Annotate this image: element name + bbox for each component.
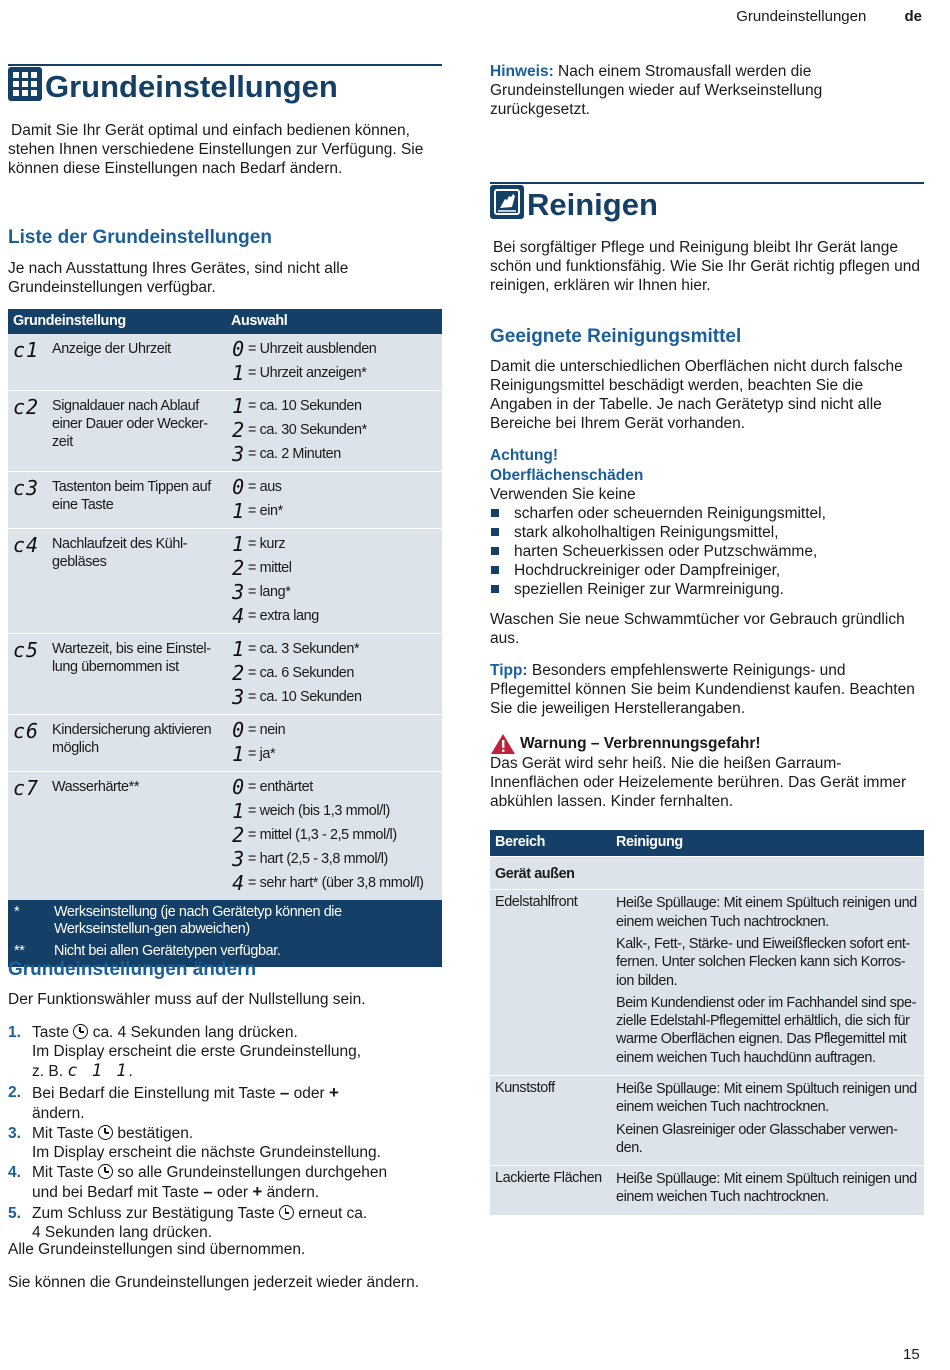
cleaning-table	[490, 830, 924, 1215]
warning-title-row	[490, 733, 761, 755]
change-steps	[8, 1023, 442, 1243]
step-text: oder	[216, 1184, 248, 1202]
setting-option	[230, 476, 438, 500]
settings-row	[8, 771, 442, 900]
option-label: = extra lang	[248, 607, 319, 624]
option-label: = ca. 30 Sekunden*	[248, 421, 367, 438]
option-digit: 4	[232, 604, 244, 629]
bullet-square-icon	[491, 509, 499, 517]
option-digit: 1	[232, 499, 244, 524]
minus-key-icon: –	[203, 1182, 213, 1202]
option-digit: 4	[232, 871, 244, 896]
setting-option	[230, 824, 438, 848]
option-digit: 3	[232, 847, 244, 872]
setting-code: c7	[8, 771, 48, 900]
settings-row	[8, 528, 442, 633]
change-intro: Der Funktionswähler muss auf der Nullstellung sein.	[8, 991, 366, 1008]
header-section: Grundeinstellungen	[736, 8, 867, 25]
setting-option	[230, 533, 438, 557]
option-label: = ja*	[248, 745, 276, 762]
option-digit: 3	[232, 442, 244, 467]
setting-option	[230, 743, 438, 767]
option-label: = nein	[248, 721, 286, 738]
cleaning-instructions	[610, 1075, 924, 1165]
agents-heading: Geeignete Reinigungsmittel	[490, 326, 742, 347]
col-setting: Grundeinstellung	[8, 309, 226, 334]
settings-table-header	[8, 309, 442, 334]
area-name: Kunststoff	[490, 1075, 610, 1165]
cleaning-intro: Bei sorgfältiger Pflege und Reinigung bleibt Ihr Gerät lange schön und funktionsfähig. Wie Sie Ihr Gerät richtig pflegen und reinigen, erklären wir Ihnen hier.	[490, 239, 920, 295]
setting-option	[230, 500, 438, 524]
step-text: .	[128, 1063, 133, 1081]
option-digit: 2	[232, 418, 244, 443]
footnote-mark: *	[8, 900, 48, 941]
section-label: Gerät außen	[490, 856, 924, 890]
step-text: bestätigen.	[117, 1125, 194, 1142]
step-number: 2.	[8, 1084, 21, 1102]
instruction-paragraph: Heiße Spüllauge: Mit einem Spültuch reinigen und einem weichen Tuch nachtrocknen.	[616, 895, 917, 930]
option-label: = kurz	[248, 535, 286, 552]
setting-name: Wasserhärte**	[48, 771, 226, 900]
setting-option	[230, 848, 438, 872]
step-text: oder	[293, 1085, 325, 1103]
settings-title-block	[8, 64, 442, 104]
settings-row	[8, 390, 442, 471]
page-header	[736, 8, 922, 26]
step-text: ca. 4 Sekunden lang drücken.	[92, 1024, 298, 1041]
closing-text: Sie können die Grundeinstellungen jederzeit wieder ändern.	[8, 1274, 420, 1291]
option-digit: 3	[232, 580, 244, 605]
cleaning-instructions	[610, 890, 924, 1076]
steps-result: Alle Grundeinstellungen sind übernommen.	[8, 1241, 306, 1258]
setting-name: Wartezeit, bis eine Einstel-lung übernommen ist	[48, 633, 226, 714]
step-text: Mit Taste	[32, 1125, 94, 1142]
step-number: 5.	[8, 1205, 21, 1223]
option-digit: 2	[232, 823, 244, 848]
caution-label: Achtung!	[490, 447, 559, 464]
display-code: c 1 1	[67, 1061, 129, 1082]
step-3	[8, 1124, 442, 1162]
setting-option	[230, 686, 438, 710]
option-digit: 1	[232, 394, 244, 419]
option-label: = ca. 2 Minuten	[248, 445, 341, 462]
setting-option	[230, 362, 438, 386]
setting-options	[226, 334, 442, 391]
setting-option	[230, 557, 438, 581]
setting-code: c4	[8, 528, 48, 633]
settings-row	[8, 714, 442, 771]
option-label: = ca. 3 Sekunden*	[248, 640, 360, 657]
caution-item-text: speziellen Reiniger zur Warmreinigung.	[514, 581, 784, 599]
table-section-row	[490, 856, 924, 890]
warning-title: Warnung – Verbrennungsgefahr!	[520, 735, 761, 753]
option-label: = mittel (1,3 - 2,5 mmol/l)	[248, 826, 397, 843]
area-name: Lackierte Flächen	[490, 1166, 610, 1215]
plus-key-icon: +	[328, 1083, 339, 1103]
setting-code: c5	[8, 633, 48, 714]
tip-block	[490, 661, 924, 718]
setting-option	[230, 638, 438, 662]
option-digit: 0	[232, 775, 244, 800]
option-digit: 3	[232, 685, 244, 710]
footnote-row	[8, 900, 442, 941]
setting-option	[230, 419, 438, 443]
power-failure-note	[490, 62, 924, 119]
setting-option	[230, 719, 438, 743]
step-text: z. B.	[32, 1063, 64, 1081]
setting-code: c2	[8, 390, 48, 471]
clock-key-icon	[98, 1164, 113, 1179]
setting-name: Nachlaufzeit des Kühl-gebläses	[48, 528, 226, 633]
tip-label: Tipp:	[490, 662, 528, 679]
note-label: Hinweis:	[490, 63, 554, 80]
setting-name: Kindersicherung aktivieren möglich	[48, 714, 226, 771]
option-label: = Uhrzeit ausblenden	[248, 340, 377, 357]
bullet-square-icon	[491, 585, 499, 593]
list-intro: Je nach Ausstattung Ihres Gerätes, sind nicht alle Grundeinstellungen verfügbar.	[8, 260, 349, 297]
footnote-text: Nicht bei allen Gerätetypen verfügbar.	[48, 941, 442, 967]
warning-text: Das Gerät wird sehr heiß. Nie die heißen Garraum-Innenflächen oder Heizelemente berühren. Das Gerät immer abkühlen lassen. Kinder fernhalten.	[490, 755, 907, 811]
setting-code: c6	[8, 714, 48, 771]
caution-title: Oberflächenschäden	[490, 467, 644, 484]
step-1	[8, 1023, 442, 1082]
option-digit: 1	[232, 532, 244, 557]
setting-code: c1	[8, 334, 48, 391]
setting-option	[230, 800, 438, 824]
setting-option	[230, 395, 438, 419]
option-label: = ca. 10 Sekunden	[248, 688, 362, 705]
clock-key-icon	[279, 1205, 294, 1220]
settings-title: Grundeinstellungen	[45, 69, 338, 104]
setting-options	[226, 771, 442, 900]
caution-intro: Verwenden Sie keine	[490, 486, 636, 503]
instruction-paragraph: Beim Kundendienst oder im Fachhandel sind spe-zielle Edelstahl-Pflegemittel erhältlich, die sich für warme Oberflächen eignen. Das Pflegemittel mit einem weichen Tuch hauchdünn auftragen.	[616, 994, 916, 1066]
header-lang: de	[904, 8, 922, 25]
settings-row	[8, 334, 442, 391]
option-label: = weich (bis 1,3 mmol/l)	[248, 802, 390, 819]
page-number: 15	[903, 1346, 920, 1363]
setting-option	[230, 443, 438, 467]
step-5	[8, 1204, 442, 1242]
instruction-paragraph: Heiße Spüllauge: Mit einem Spültuch reinigen und einem weichen Tuch nachtrocknen.	[616, 1171, 917, 1206]
tip-text: Besonders empfehlenswerte Reinigungs- und Pflegemittel können Sie beim Kundendienst kaufen. Beachten Sie die jeweiligen Herstellerangaben.	[490, 662, 915, 718]
change-heading: Grundeinstellungen ändern	[8, 959, 257, 980]
col-cleaning: Reinigung	[610, 830, 924, 856]
option-label: = enthärtet	[248, 778, 313, 795]
settings-table	[8, 309, 442, 967]
footnote-mark: **	[8, 941, 48, 967]
setting-option	[230, 605, 438, 629]
cleaning-title-block	[490, 182, 924, 222]
option-label: = aus	[248, 478, 282, 495]
note-text: Nach einem Stromausfall werden die Grundeinstellungen wieder auf Werkseinstellung zurückgesetzt.	[490, 63, 823, 119]
setting-code: c3	[8, 471, 48, 528]
cleaning-row	[490, 1075, 924, 1165]
cleaning-row	[490, 890, 924, 1076]
step-text: Im Display erscheint die nächste Grundeinstellung.	[32, 1144, 381, 1162]
option-digit: 2	[232, 556, 244, 581]
step-number: 3.	[8, 1125, 21, 1142]
option-digit: 0	[232, 475, 244, 500]
setting-name: Signaldauer nach Ablauf einer Dauer oder Wecker-zeit	[48, 390, 226, 471]
settings-intro: Damit Sie Ihr Gerät optimal und einfach bedienen können, stehen Ihnen verschiedene Einstellungen zur Verfügung. Sie können diese Einstellungen nach Bedarf ändern.	[8, 122, 424, 178]
setting-options	[226, 471, 442, 528]
option-label: = lang*	[248, 583, 291, 600]
instruction-paragraph: Keinen Glasreiniger oder Glasschaber verwen-den.	[616, 1121, 898, 1156]
option-digit: 0	[232, 718, 244, 743]
option-label: = ein*	[248, 502, 283, 519]
list-heading: Liste der Grundeinstellungen	[8, 227, 272, 248]
option-digit: 0	[232, 337, 244, 362]
warning-triangle-icon	[490, 733, 516, 755]
option-digit: 1	[232, 637, 244, 662]
option-label: = mittel	[248, 559, 292, 576]
caution-list	[490, 504, 924, 599]
caution-item	[490, 523, 924, 542]
step-number: 4.	[8, 1164, 21, 1182]
caution-item	[490, 504, 924, 523]
step-text: so alle Grundeinstellungen durchgehen	[117, 1164, 388, 1182]
step-text: Bei Bedarf die Einstellung mit Taste	[32, 1085, 276, 1103]
option-digit: 1	[232, 799, 244, 824]
cleaning-title: Reinigen	[527, 187, 658, 222]
cleaning-table-header	[490, 830, 924, 856]
setting-options	[226, 390, 442, 471]
option-digit: 1	[232, 361, 244, 386]
setting-name: Tastenton beim Tippen auf eine Taste	[48, 471, 226, 528]
step-4	[8, 1163, 442, 1203]
instruction-paragraph: Kalk-, Fett-, Stärke- und Eiweißflecken sofort ent-fernen. Unter solchen Flecken kann sich Korros-ion bilden.	[616, 936, 910, 989]
cleaning-hand-icon	[490, 185, 524, 219]
setting-option	[230, 338, 438, 362]
settings-row	[8, 633, 442, 714]
agents-intro: Damit die unterschiedlichen Oberflächen nicht durch falsche Reinigungsmittel beschädigt werden, beachten Sie die Angaben in der Tabelle. Je nach Gerätetyp sind nicht alle Bereiche bei Ihrem Gerät vorhanden.	[490, 358, 903, 433]
caution-item-text: scharfen oder scheuernden Reinigungsmittel,	[514, 505, 826, 522]
step-text: Mit Taste	[32, 1164, 94, 1182]
setting-option	[230, 872, 438, 896]
setting-option	[230, 776, 438, 800]
instruction-paragraph: Heiße Spüllauge: Mit einem Spültuch reinigen und einem weichen Tuch nachtrocknen.	[616, 1080, 917, 1116]
caution-item-text: stark alkoholhaltigen Reinigungsmittel,	[514, 524, 779, 542]
option-label: = sehr hart* (über 3,8 mmol/l)	[248, 874, 424, 891]
plus-key-icon: +	[252, 1182, 263, 1202]
step-text: 4 Sekunden lang drücken.	[32, 1224, 213, 1242]
caution-item	[490, 561, 924, 580]
minus-key-icon: –	[279, 1083, 290, 1103]
option-label: = hart (2,5 - 3,8 mmol/l)	[248, 850, 388, 867]
bullet-square-icon	[491, 566, 499, 574]
sponge-text: Waschen Sie neue Schwammtücher vor Gebrauch gründlich aus.	[490, 611, 905, 648]
clock-key-icon	[73, 1024, 88, 1039]
step-number: 1.	[8, 1024, 21, 1041]
settings-row	[8, 471, 442, 528]
option-label: = Uhrzeit anzeigen*	[248, 364, 367, 381]
setting-option	[230, 581, 438, 605]
footnote-text: Werkseinstellung (je nach Gerätetyp können die Werkseinstellun-gen abweichen)	[48, 900, 442, 941]
clock-key-icon	[98, 1125, 113, 1140]
setting-name: Anzeige der Uhrzeit	[48, 334, 226, 391]
caution-item-text: Hochdruckreiniger oder Dampfreiniger,	[514, 562, 781, 580]
step-text: ändern.	[266, 1184, 320, 1202]
option-digit: 1	[232, 742, 244, 767]
step-text: erneut ca.	[298, 1205, 368, 1223]
step-text: ändern.	[32, 1104, 85, 1122]
bullet-square-icon	[491, 547, 499, 555]
area-name: Edelstahlfront	[490, 890, 610, 1076]
cleaning-instructions	[610, 1166, 924, 1215]
setting-option	[230, 662, 438, 686]
step-2	[8, 1083, 442, 1123]
setting-options	[226, 714, 442, 771]
caution-item-text: harten Scheuerkissen oder Putzschwämme,	[514, 543, 818, 561]
settings-grid-icon	[8, 67, 42, 101]
option-label: = ca. 6 Sekunden	[248, 664, 355, 681]
col-area: Bereich	[490, 830, 610, 856]
bullet-square-icon	[491, 528, 499, 536]
cleaning-row	[490, 1166, 924, 1215]
caution-item	[490, 542, 924, 561]
option-label: = ca. 10 Sekunden	[248, 397, 362, 414]
step-text: Im Display erscheint die erste Grundeinstellung,	[32, 1043, 362, 1061]
step-text: Zum Schluss zur Bestätigung Taste	[32, 1205, 275, 1223]
col-choice: Auswahl	[226, 309, 442, 334]
caution-item	[490, 580, 924, 599]
setting-options	[226, 528, 442, 633]
step-text: und bei Bedarf mit Taste	[32, 1184, 199, 1202]
option-digit: 2	[232, 661, 244, 686]
step-text: Taste	[32, 1024, 70, 1041]
setting-options	[226, 633, 442, 714]
